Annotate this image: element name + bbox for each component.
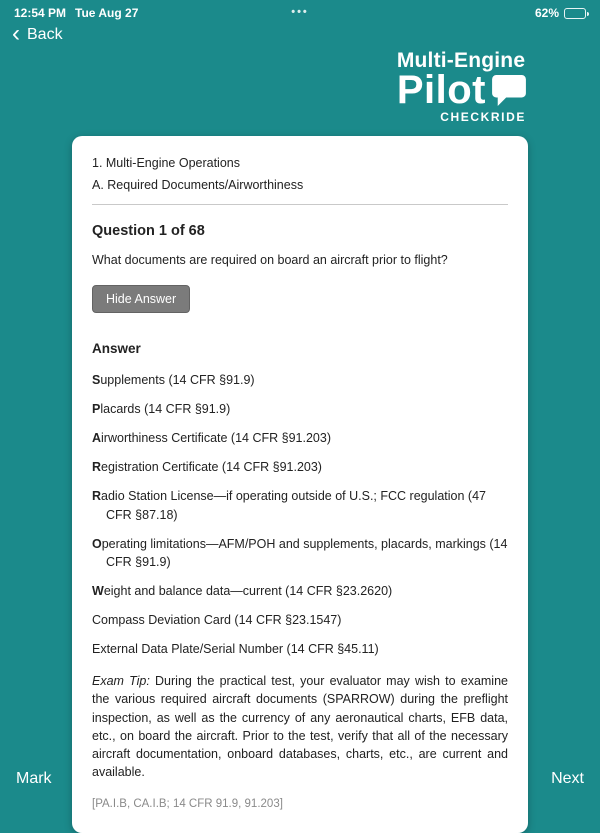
- mark-button[interactable]: Mark: [16, 770, 52, 787]
- back-label: Back: [27, 26, 63, 43]
- status-bar: [0, 0, 600, 22]
- app-logo: [397, 49, 526, 124]
- section-title: A. Required Documents/Airworthiness: [92, 178, 304, 193]
- question-card: [72, 136, 528, 833]
- answer-item: External Data Plate/Serial Number (14 CFR §45.11): [92, 642, 379, 657]
- multitasking-dots-icon: •••: [291, 6, 309, 18]
- next-button[interactable]: Next: [551, 770, 584, 787]
- answer-item: Supplements (14 CFR §91.9): [92, 372, 255, 387]
- question-text: What documents are required on board an aircraft prior to flight?: [92, 253, 448, 268]
- question-header: Question 1 of 68: [92, 223, 205, 240]
- logo-line1: Multi-Engine: [396, 49, 526, 72]
- answer-list: [92, 371, 508, 658]
- answer-item: Operating limitations—AFM/POH and supplements, placards, markings (14 CFR §91.9): [92, 536, 508, 569]
- exam-tip: [92, 672, 508, 781]
- chapter-title: 1. Multi-Engine Operations: [92, 156, 240, 170]
- divider: [92, 204, 508, 205]
- battery-icon: [564, 8, 586, 19]
- exam-tip-label: Exam Tip:: [92, 674, 150, 689]
- answer-item: Registration Certificate (14 CFR §91.203): [92, 460, 322, 475]
- logo-line2: Pilot: [396, 68, 486, 112]
- battery-percent: 62%: [534, 6, 559, 20]
- exam-tip-text: During the practical test, your evaluator may wish to examine the various required aircraft documents (SPARROW) during the preflight inspection, as well as the currency of any aeronautical charts, EFB data, etc., on board the aircraft. Prior to the test, verify that all of the necessary aircraft documentation, onboard databases, charts, etc., are current and available.: [92, 674, 508, 779]
- reference-text: [PA.I.B, CA.I.B; 14 CFR 91.9, 91.203]: [92, 798, 283, 811]
- answer-item: Placards (14 CFR §91.9): [92, 402, 231, 417]
- answer-item: Compass Deviation Card (14 CFR §23.1547): [92, 613, 342, 628]
- answer-item: Weight and balance data—current (14 CFR §23.2620): [92, 583, 393, 598]
- logo-line3: CHECKRIDE: [440, 110, 526, 124]
- back-button[interactable]: [12, 20, 63, 47]
- bottom-bar: [0, 770, 600, 788]
- hide-answer-button[interactable]: Hide Answer: [92, 285, 190, 313]
- answer-header: Answer: [92, 341, 141, 357]
- speech-bubble-icon: [492, 75, 526, 106]
- status-time: 12:54 PM: [14, 6, 67, 20]
- status-date: Tue Aug 27: [75, 6, 139, 20]
- answer-item: Radio Station License—if operating outside of U.S.; FCC regulation (47 CFR §87.18): [92, 489, 486, 522]
- answer-item: Airworthiness Certificate (14 CFR §91.203): [92, 431, 331, 446]
- back-chevron-icon: ‹: [12, 20, 20, 47]
- previous-button[interactable]: Previous: [454, 770, 518, 787]
